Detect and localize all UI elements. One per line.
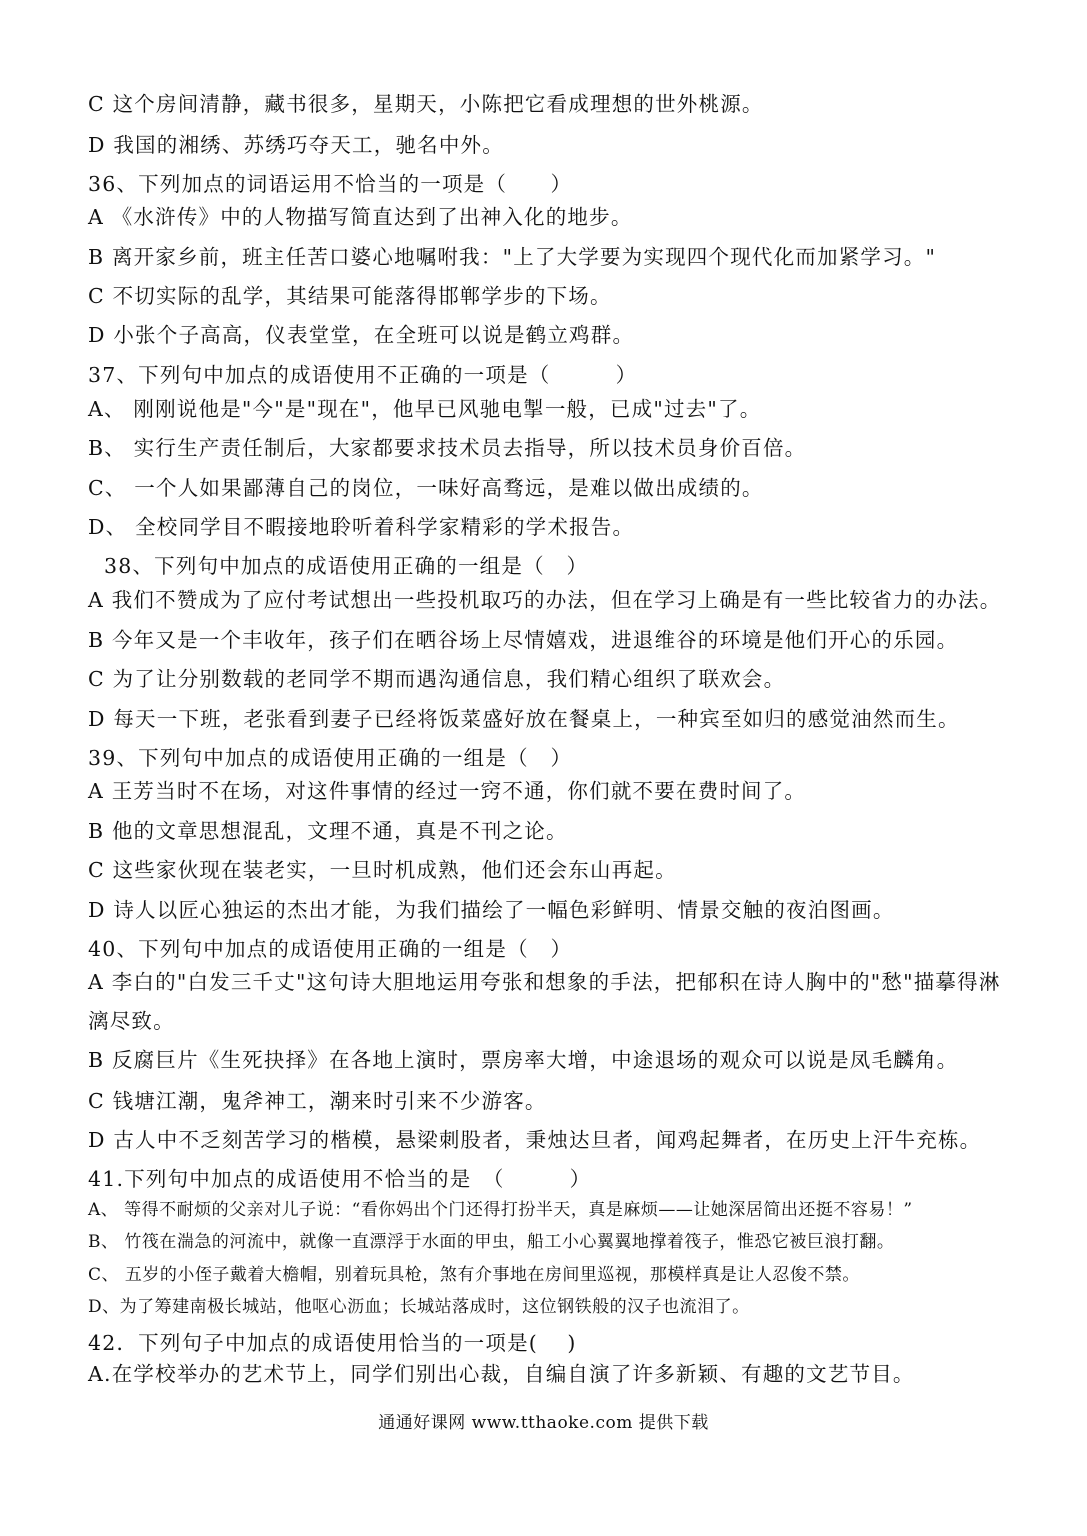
option-line: A、 刚刚说他是"今"是"现在"，他早已风驰电掣一般，已成"过去"了。	[88, 397, 762, 421]
option-line: D 诗人以匠心独运的杰出才能，为我们描绘了一幅色彩鲜明、情景交触的夜泊图画。	[88, 898, 895, 922]
option-line: C、 一个人如果鄙薄自己的岗位，一味好高骛远，是难以做出成绩的。	[88, 476, 764, 500]
option-line: 漓尽致。	[88, 1009, 175, 1033]
question-heading: 40、下列句中加点的成语使用正确的一组是（ ）	[88, 937, 573, 961]
option-line: C 为了让分别数载的老同学不期而遇沟通信息，我们精心组织了联欢会。	[88, 667, 786, 691]
option-line: B、 实行生产责任制后，大家都要求技术员去指导，所以技术员身价百倍。	[88, 436, 807, 460]
option-line: C 钱塘江潮，鬼斧神工，潮来时引来不少游客。	[88, 1089, 547, 1113]
option-line: D、为了筹建南极长城站，他呕心沥血；长城站落成时，这位钢铁般的汉子也流泪了。	[88, 1297, 750, 1317]
option-line: C 不切实际的乱学，其结果可能落得邯郸学步的下场。	[88, 284, 612, 308]
option-line: A 王芳当时不在场，对这件事情的经过一窍不通，你们就不要在费时间了。	[88, 779, 807, 803]
option-line: B 离开家乡前，班主任苦口婆心地嘱咐我："上了大学要为实现四个现代化而加紧学习。"	[88, 245, 937, 269]
question-heading: 36、下列加点的词语运用不恰当的一项是（ ）	[88, 172, 573, 196]
option-line: A 李白的"白发三千丈"这句诗大胆地运用夸张和想象的手法，把郁积在诗人胸中的"愁"描摹得淋	[88, 970, 1001, 994]
page-footer: 通通好课网 www.tthaoke.com 提供下载	[378, 1413, 709, 1433]
option-line: A.在学校举办的艺术节上，同学们别出心裁，自编自演了许多新颖、有趣的文艺节目。	[88, 1362, 915, 1386]
option-line: D、 全校同学目不暇接地聆听着科学家精彩的学术报告。	[88, 515, 635, 539]
option-line: D 每天一下班，老张看到妻子已经将饭菜盛好放在餐桌上，一种宾至如归的感觉油然而生。	[88, 707, 960, 731]
option-line: B 反腐巨片《生死抉择》在各地上演时，票房率大增，中途退场的观众可以说是凤毛麟角。	[88, 1048, 959, 1072]
question-heading: 37、下列句中加点的成语使用不正确的一项是（ ）	[88, 363, 638, 387]
option-line: D 小张个子高高，仪表堂堂，在全班可以说是鹤立鸡群。	[88, 323, 635, 347]
option-line: C、 五岁的小侄子戴着大檐帽，别着玩具枪，煞有介事地在房间里巡视，那模样真是让人忍俊不禁。	[88, 1265, 860, 1285]
option-line: C 这个房间清静，藏书很多，星期天，小陈把它看成理想的世外桃源。	[88, 92, 764, 116]
option-line: D 我国的湘绣、苏绣巧夺天工，驰名中外。	[88, 133, 504, 157]
option-line: A、 等得不耐烦的父亲对儿子说：“看你妈出个门还得打扮半天，真是麻烦——让她深居简出还挺不容易！”	[88, 1200, 913, 1220]
option-line: B、 竹筏在湍急的河流中，就像一直漂浮于水面的甲虫，船工小心翼翼地撑着筏子，惟恐它被巨浪打翻。	[88, 1232, 895, 1252]
option-line: A 《水浒传》中的人物描写简直达到了出神入化的地步。	[88, 205, 633, 229]
question-heading: 41.下列句中加点的成语使用不恰当的是 （ ）	[88, 1167, 592, 1191]
question-heading: 38、下列句中加点的成语使用正确的一组是（ ）	[104, 554, 589, 578]
option-line: D 古人中不乏刻苦学习的楷模，悬梁刺股者，秉烛达旦者，闻鸡起舞者，在历史上汗牛充栋。	[88, 1128, 982, 1152]
option-line: A 我们不赞成为了应付考试想出一些投机取巧的办法，但在学习上确是有一些比较省力的办法。	[88, 588, 1002, 612]
option-line: C 这些家伙现在装老实，一旦时机成熟，他们还会东山再起。	[88, 858, 677, 882]
question-heading: 39、下列句中加点的成语使用正确的一组是（ ）	[88, 746, 573, 770]
option-line: B 他的文章思想混乱，文理不通，真是不刊之论。	[88, 819, 568, 843]
question-heading: 42．下列句子中加点的成语使用恰当的一项是( )	[88, 1331, 577, 1355]
option-line: B 今年又是一个丰收年，孩子们在晒谷场上尽情嬉戏，进退维谷的环境是他们开心的乐园。	[88, 628, 959, 652]
